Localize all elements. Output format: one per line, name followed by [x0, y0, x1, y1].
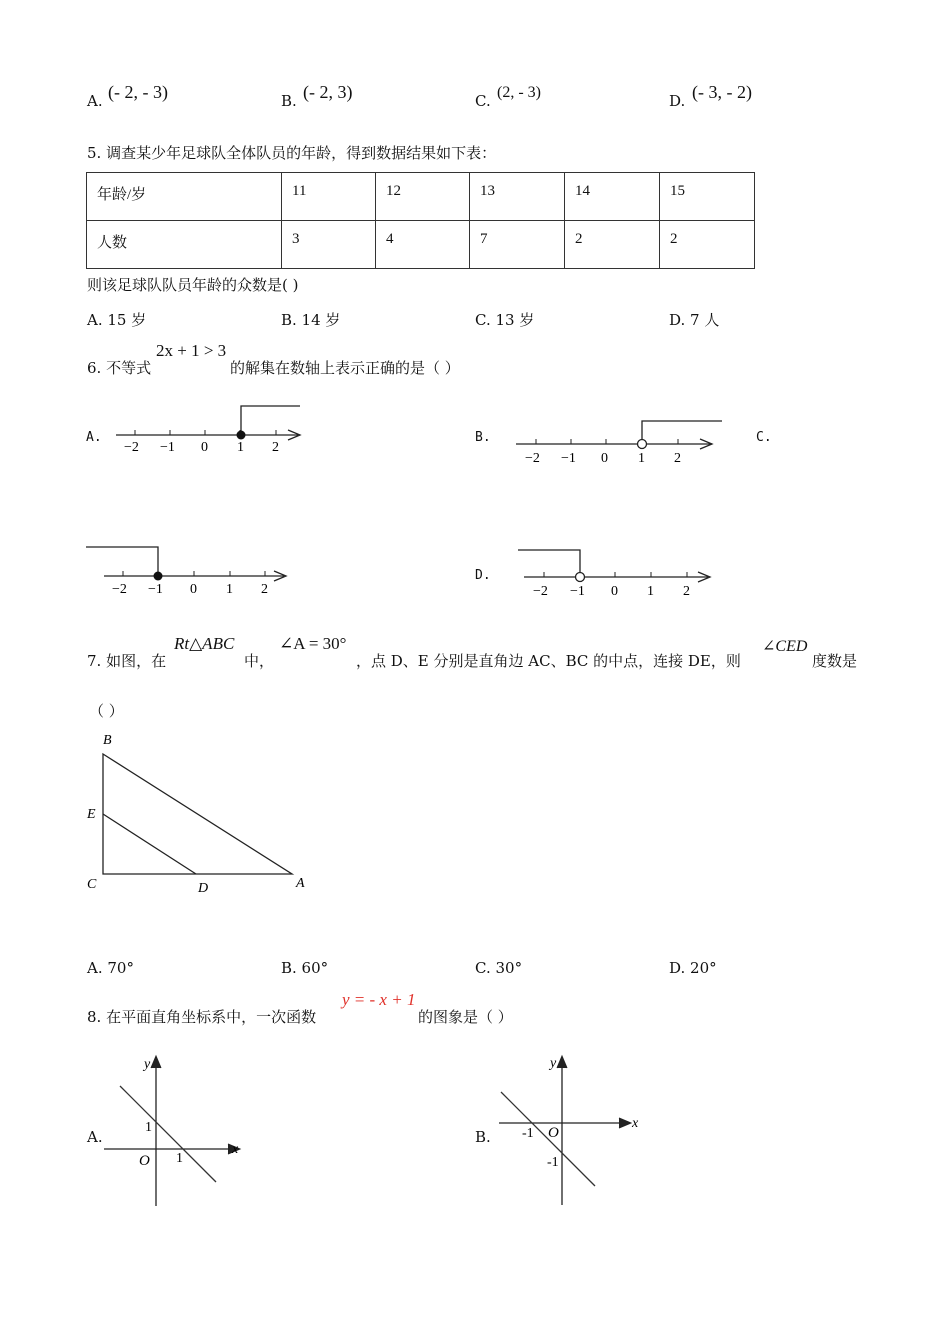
- table-cell: 2: [565, 221, 660, 269]
- axis-label-y: y: [144, 1057, 151, 1072]
- axis-label-x: x: [632, 1116, 639, 1131]
- q8-graph-a: [100, 1050, 250, 1210]
- tick-label: 1: [647, 584, 654, 599]
- tick-label: −1: [160, 440, 175, 455]
- table-cell: 年龄/岁: [87, 173, 282, 221]
- q6-inequality: 2x + 1 > 3: [156, 341, 227, 360]
- q7-stem-mid1: 中，: [244, 652, 275, 670]
- x-intercept-label: 1: [176, 1151, 183, 1166]
- table-row: [87, 221, 755, 269]
- q5-age-table: [86, 172, 755, 269]
- axis-label-x: x: [232, 1142, 239, 1157]
- q5-question: 则该足球队队员年龄的众数是( ): [87, 276, 299, 294]
- tick-label: 2: [674, 451, 681, 466]
- q4-option-b-value: (- 2, 3): [303, 82, 353, 102]
- table-cell: 7: [470, 221, 565, 269]
- axis-label-y: y: [550, 1056, 557, 1071]
- q5-option-b[interactable]: B. 14 岁: [281, 311, 341, 329]
- q6-numberline-a: [110, 400, 310, 460]
- q4-option-b[interactable]: B.: [281, 92, 297, 110]
- origin-label: O: [548, 1125, 559, 1141]
- q7-option-b[interactable]: B. 60°: [281, 959, 329, 977]
- table-cell: 人数: [87, 221, 282, 269]
- vertex-label-c: C: [87, 877, 97, 892]
- q8-graph-b: [495, 1050, 655, 1210]
- q8-option-b[interactable]: B.: [475, 1128, 491, 1146]
- vertex-label-d: D: [198, 881, 209, 896]
- tick-label: −2: [112, 582, 127, 597]
- vertex-label-e: E: [87, 807, 96, 822]
- tick-label: 2: [683, 584, 690, 599]
- q4-option-a[interactable]: A.: [87, 92, 103, 110]
- table-cell: 12: [376, 173, 470, 221]
- table-cell: 14: [565, 173, 660, 221]
- q7-triangle: Rt△ABC: [174, 634, 235, 653]
- table-row: [87, 173, 755, 221]
- tick-label: 0: [601, 451, 608, 466]
- q6-numberline-b: [512, 412, 732, 472]
- tick-label: 2: [261, 582, 268, 597]
- q6-numberline-d: [516, 542, 721, 602]
- q8-stem-pre: 8. 在平面直角坐标系中，一次函数: [87, 1008, 317, 1026]
- q6-option-a[interactable]: A.: [86, 430, 102, 445]
- tick-label: −1: [561, 451, 576, 466]
- q7-triangle-figure: [82, 728, 322, 898]
- q7-option-c[interactable]: C. 30°: [475, 959, 523, 977]
- q6-option-c[interactable]: C.: [756, 430, 772, 445]
- q6-stem-post: 的解集在数轴上表示正确的是（ ）: [230, 359, 460, 377]
- tick-label: −2: [124, 440, 139, 455]
- q6-option-d[interactable]: D.: [475, 568, 491, 583]
- q6-option-b[interactable]: B.: [475, 430, 491, 445]
- q7-stem-post: 度数是: [812, 652, 858, 670]
- tick-label: 1: [226, 582, 233, 597]
- table-cell: 15: [660, 173, 755, 221]
- q5-stem: 5. 调查某少年足球队全体队员的年龄，得到数据结果如下表：: [87, 144, 497, 162]
- q5-option-c[interactable]: C. 13 岁: [475, 311, 535, 329]
- tick-label: −2: [525, 451, 540, 466]
- q8-option-a[interactable]: A.: [87, 1128, 103, 1146]
- origin-label: O: [139, 1153, 150, 1169]
- q4-option-c-value: (2, - 3): [497, 84, 541, 101]
- q7-option-d[interactable]: D. 20°: [669, 959, 717, 977]
- q6-stem-pre: 6. 不等式: [87, 359, 152, 377]
- table-cell: 4: [376, 221, 470, 269]
- tick-label: 1: [638, 451, 645, 466]
- q4-option-a-value: (- 2, - 3): [108, 82, 168, 102]
- q4-option-d[interactable]: D.: [669, 92, 686, 110]
- tick-label: −1: [570, 584, 585, 599]
- q7-paren: （ ）: [89, 702, 124, 720]
- vertex-label-a: A: [296, 876, 305, 891]
- tick-label: 2: [272, 440, 279, 455]
- tick-label: 0: [201, 440, 208, 455]
- q7-option-a[interactable]: A. 70°: [87, 959, 134, 977]
- q7-angle: ∠A = 30°: [279, 634, 347, 653]
- q4-option-d-value: (- 3, - 2): [692, 82, 752, 102]
- y-intercept-label: -1: [547, 1155, 559, 1170]
- table-cell: 2: [660, 221, 755, 269]
- table-cell: 3: [282, 221, 376, 269]
- q5-option-a[interactable]: A. 15 岁: [87, 311, 147, 329]
- tick-label: 0: [190, 582, 197, 597]
- q7-stem-pre: 7. 如图，在: [87, 652, 167, 670]
- q8-stem-post: 的图象是（ ）: [418, 1008, 513, 1026]
- x-intercept-label: -1: [522, 1126, 534, 1141]
- tick-label: −2: [533, 584, 548, 599]
- q7-angle2: ∠CED: [762, 638, 808, 655]
- q6-numberline-c: [86, 540, 296, 600]
- tick-label: 1: [237, 440, 244, 455]
- table-cell: 13: [470, 173, 565, 221]
- y-intercept-label: 1: [145, 1120, 152, 1135]
- table-cell: 11: [282, 173, 376, 221]
- q5-option-d[interactable]: D. 7 人: [669, 311, 720, 329]
- tick-label: 0: [611, 584, 618, 599]
- vertex-label-b: B: [103, 733, 112, 748]
- q8-function: y = - x + 1: [342, 990, 416, 1009]
- q7-stem-mid2: ，点 D、E 分别是直角边 AC、BC 的中点，连接 DE，则: [356, 652, 741, 670]
- q4-option-c[interactable]: C.: [475, 92, 491, 110]
- tick-label: −1: [148, 582, 163, 597]
